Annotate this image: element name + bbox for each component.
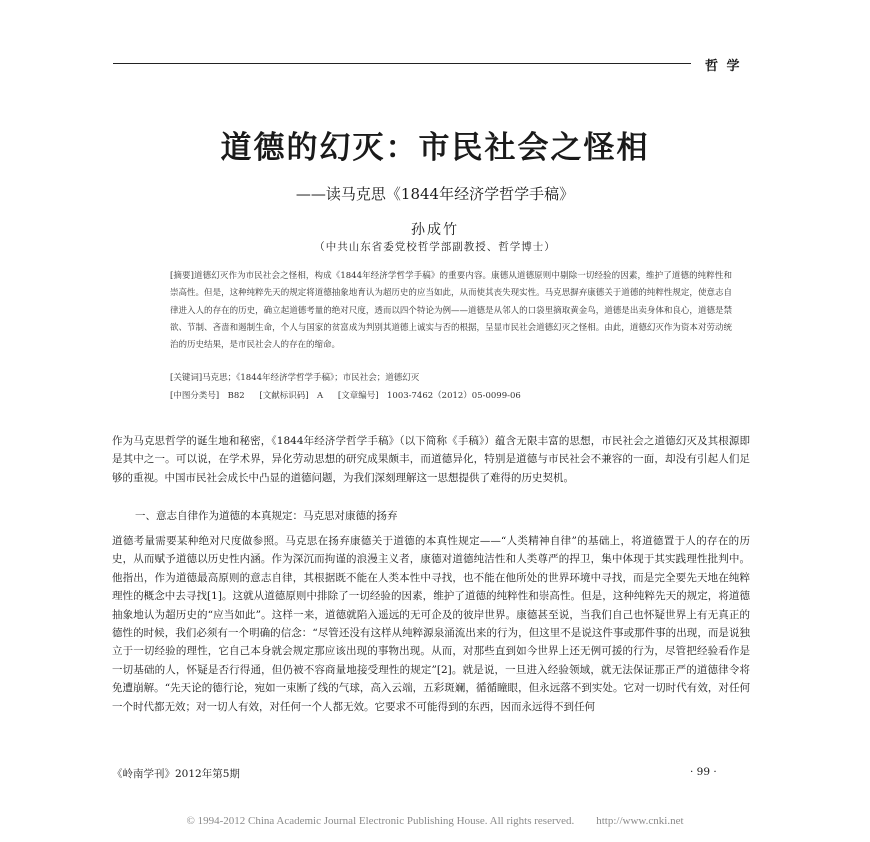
classification-line [170, 389, 732, 401]
body-paragraph-section-1: 道德考量需要某种绝对尺度做参照。马克思在扬弃康德关于道德的本真性规定——“人类精神自律”的基础上，将道德置于人的存在的历史，从而赋予道德以历史性内涵。作为深沉而拘谨的浪漫主义者，康德对道德纯洁性和人类尊严的捍卫，集中体现于其实践理性批判中。他指出，作为道德最高原则的意志自律，其根据既不能在人类本性中寻找，也不能在他所处的世界环境中寻找，而是完全要先天地在纯粹理性的概念中去寻找[1]。这就从道德原则中排除了一切经验的因素，维护了道德的纯粹性和崇高性。但是，这种纯粹先天的规定，将道德抽象地认为超历史的“应当如此”。这样一来，道德就陷入遥远的无可企及的彼岸世界。康德甚至说，当我们自己也怀疑世界上有无真正的德性的时候，我们必须有一个明确的信念：“尽管还没有这样从纯粹源泉涌流出来的行为，但这里不是说这件事或那件事的出现，而是说独立于一切经验的理性，它自己本身就会规定那应该出现的事物出现。从而，对那些直到如今世界上还无例可援的行为，尽管把经验看作是一切基础的人，怀疑是否行得通，但仍被不容商量地接受理性的规定”[2]。就是说，一旦进入经验领域，就无法保证那正严的道德律令将免遭崩解。“先天论的德行论，宛如一束断了线的气球，高入云端，五彩斑斓，循循瞳眼，但永远落不到实处。它对一切时代有效，对任何一个时代都无效；对一切人有效，对任何一个人都无效。它要求不可能得到的东西，因而永远得不到任何 [112, 535, 750, 713]
journal-footer: 《岭南学刊》2012年第5期 [112, 768, 240, 780]
clc-number: [中图分类号] B82 [170, 391, 245, 401]
article-title: 道德的幻灭：市民社会之怪相 [220, 130, 650, 166]
document-code: [文献标识码] A [259, 391, 324, 401]
page-number: · 99 · [690, 766, 717, 778]
article-number: [文章编号] 1003-7462（2012）05-0099-06 [337, 391, 521, 401]
abstract: [摘要]道德幻灭作为市民社会之怪相，构成《1844年经济学哲学手稿》的重要内容。康德从道德原则中剔除一切经验的因素，维护了道德的纯粹性和崇高性。但是，这种纯粹先天的规定将道德抽象地育认为超历史的应当如此，从而使其丧失现实性。马克思摒弃康德关于道德的纯粹性规定，使意志自律进入人的存在的历史，确立起道德考量的绝对尺度，透而以四个特论为例——道德是从邻人的口袋里摘取黄金鸟，道德是出卖身体和良心，道德是禁欲、节制、吝啬和遏制生命，个人与国家的贫富成为判别其道德上诚实与否的根据，呈显市民社会道德幻灭之怪相。由此，道德幻灭作为资本对劳动统治的历史结果，是市民社会人的存在的缩命。 [170, 271, 732, 351]
body-paragraph-intro: 作为马克思哲学的诞生地和秘密，《1844年经济学哲学手稿》（以下简称《手稿》）蕴含无限丰富的思想，市民社会之道德幻灭及其根源即是其中之一。可以说，在学术界，异化劳动思想的研究成果颇丰，而道德异化，特别是道德与市民社会不兼容的一面，却没有引起人们足够的重视。中国市民社会成长中凸显的道德问题，为我们深刻理解这一思想提供了难得的历史契机。 [112, 435, 750, 484]
keywords: [关键词]马克思；《1844年经济学哲学手稿》；市民社会；道德幻灭 [170, 373, 420, 383]
section-label: 哲 学 [705, 59, 742, 74]
copyright-notice: © 1994-2012 China Academic Journal Electronic Publishing House. All rights reserved. http://www.cnki.net [186, 815, 684, 827]
author-name: 孙成竹 [411, 222, 459, 238]
author-affiliation: （中共山东省委党校哲学部副教授、哲学博士） [314, 241, 556, 253]
section-heading: 一、意志自律作为道德的本真规定：马克思对康德的扬弃 [135, 510, 398, 522]
header-rule [113, 63, 691, 64]
article-subtitle: ——读马克思《1844年经济学哲学手稿》 [295, 185, 575, 203]
